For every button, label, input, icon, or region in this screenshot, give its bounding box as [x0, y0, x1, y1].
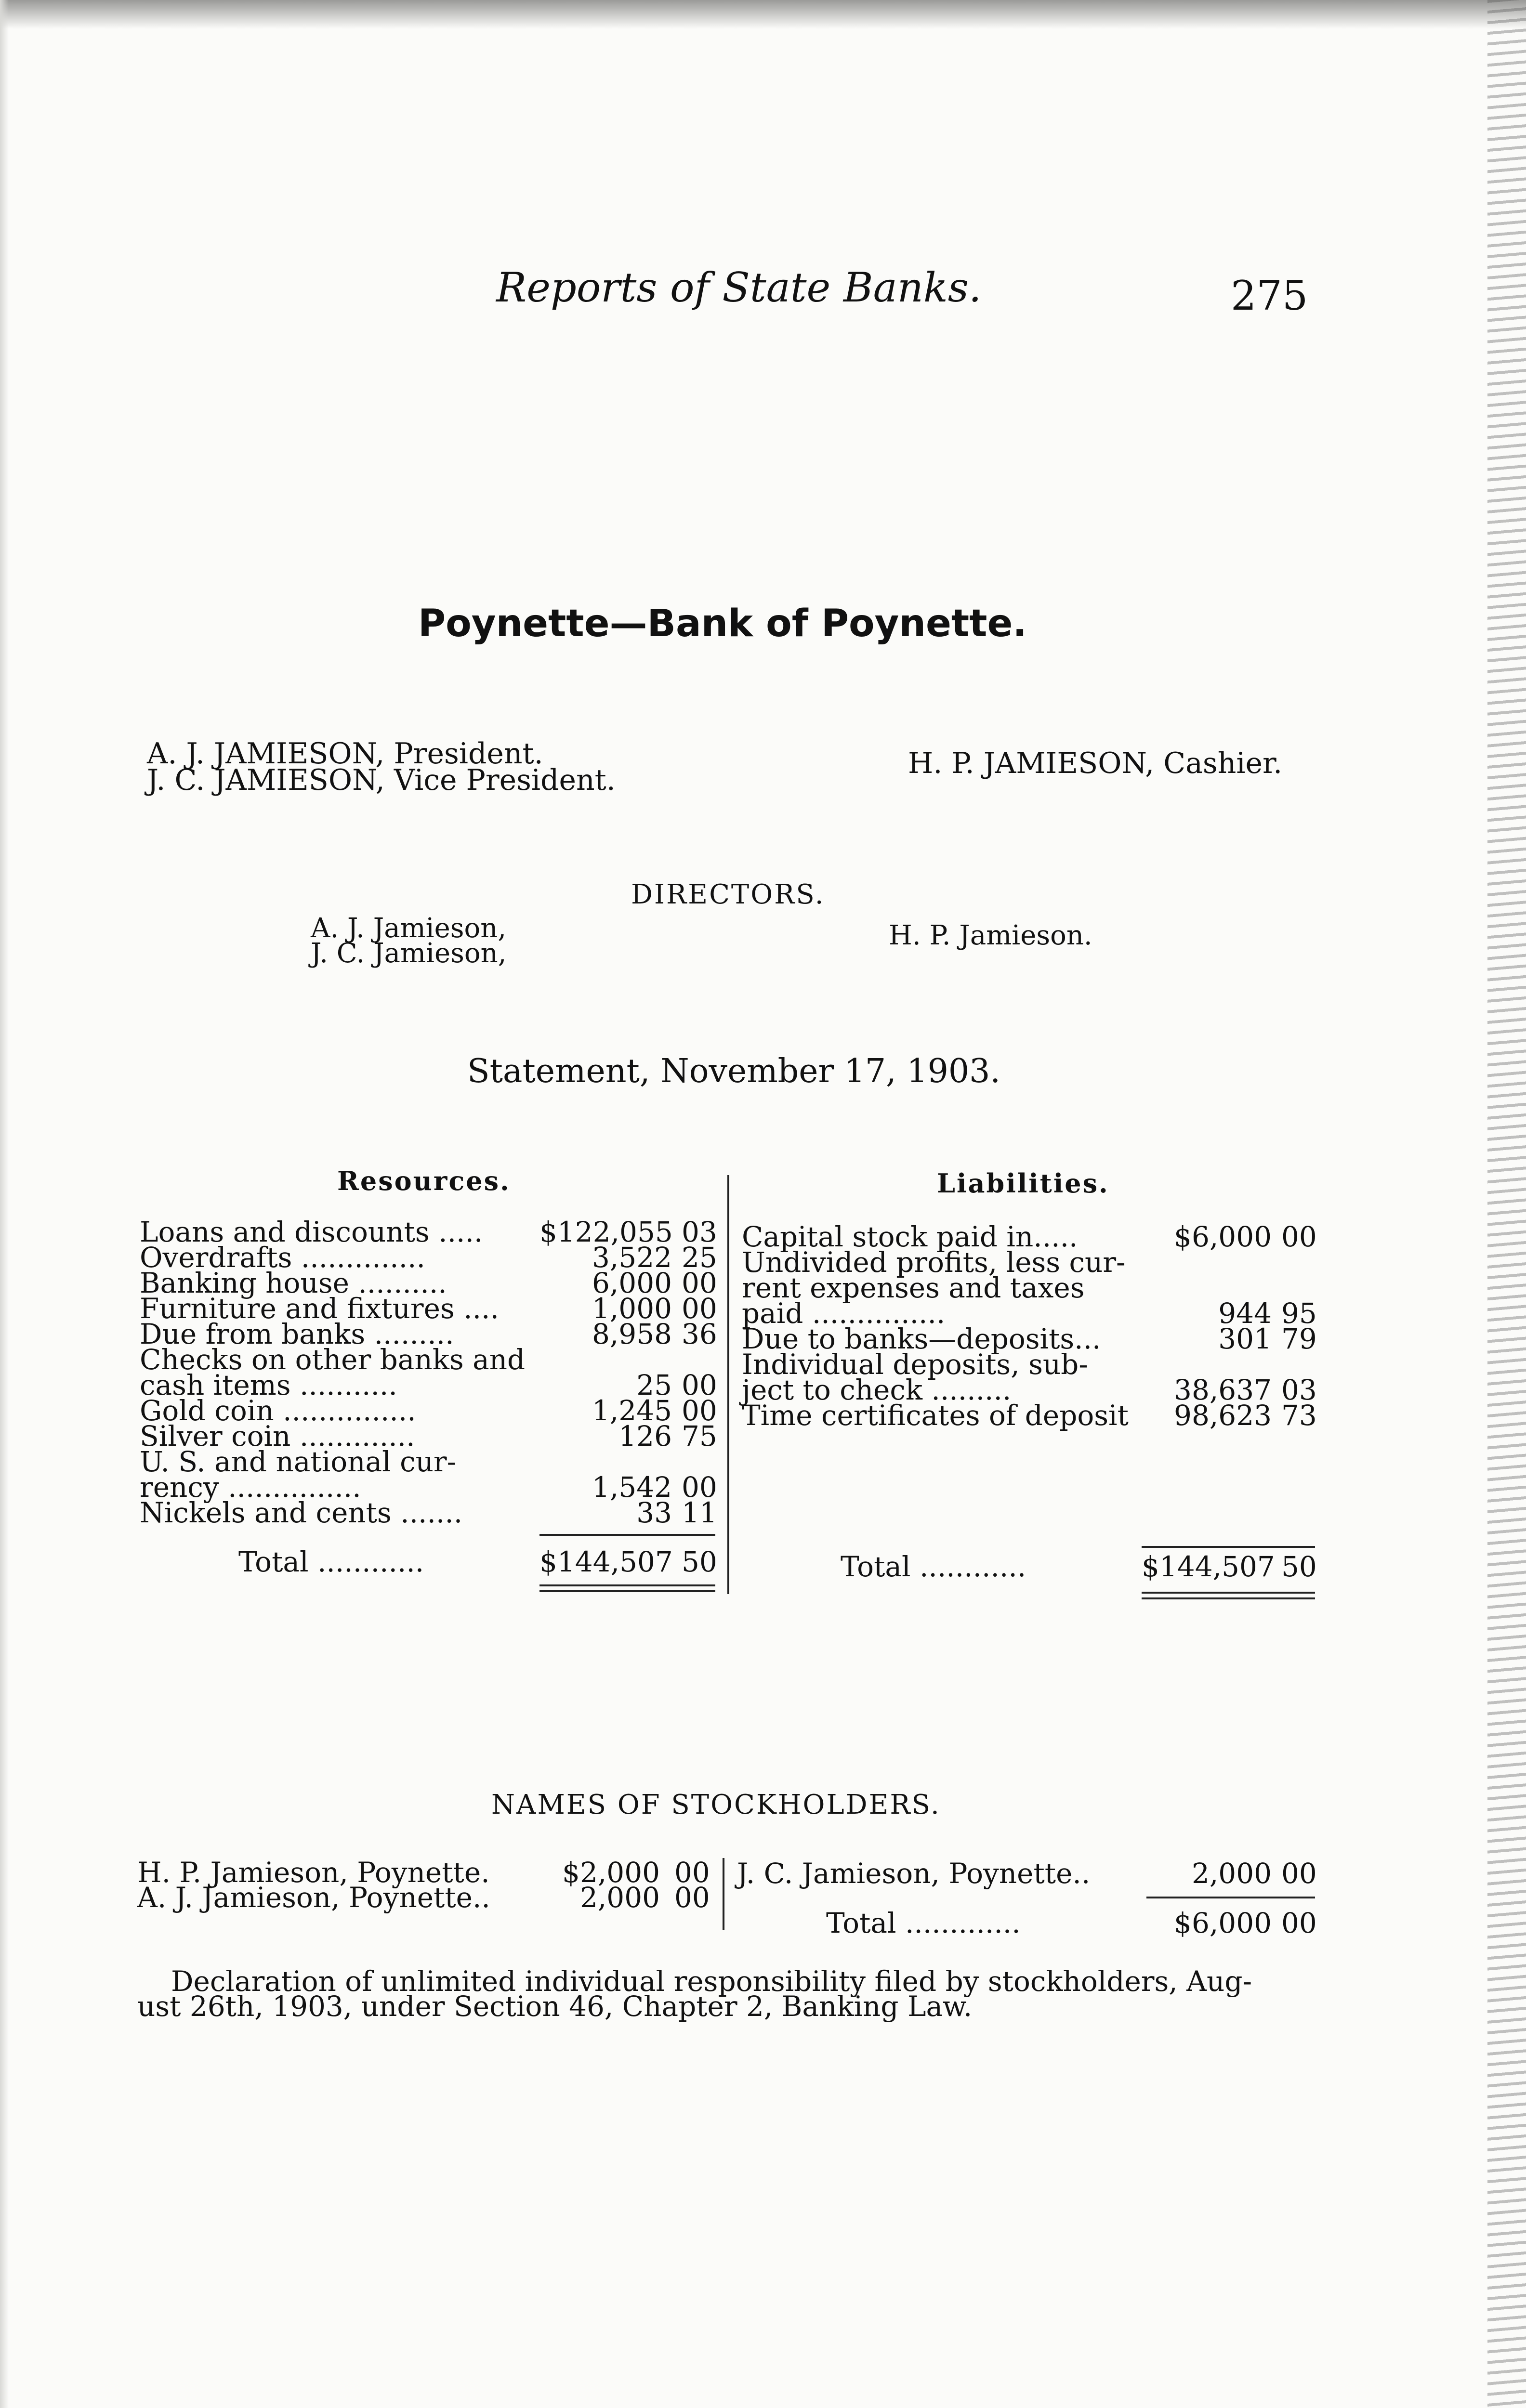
liabilities-dollars: 98,623	[1174, 1399, 1272, 1432]
liabilities-total-label: Total ............	[841, 1550, 1026, 1583]
resources-total-rule	[539, 1534, 715, 1536]
resources-double-rule	[539, 1590, 715, 1592]
stockholders-heading: NAMES OF STOCKHOLDERS.	[491, 1789, 941, 1820]
liabilities-total-dollars: $144,507	[1142, 1550, 1275, 1583]
scan-edge-left	[0, 0, 9, 2408]
resources-cents: 00	[682, 1292, 717, 1325]
resources-dollars: 1,000	[592, 1292, 672, 1325]
officer-vice-president: J. C. JAMIESON, Vice President.	[147, 763, 616, 797]
resources-cents: 11	[682, 1496, 717, 1529]
liabilities-label: ject to check .........	[742, 1374, 1012, 1406]
liabilities-label: rent expenses and taxes	[742, 1271, 1085, 1304]
resources-cents: 00	[682, 1394, 717, 1427]
resources-dollars: 25	[636, 1369, 672, 1401]
resources-cents: 25	[682, 1241, 717, 1274]
declaration-line: Declaration of unlimited individual responsibility filed by stockholders, Aug-	[171, 1965, 1252, 1998]
resources-total-cents: 50	[682, 1545, 717, 1578]
stockholder-dollars: 2,000	[579, 1881, 660, 1914]
page-number: 275	[1231, 272, 1308, 319]
stockholder-cents: 00	[674, 1856, 710, 1889]
stockholders-divider	[723, 1858, 724, 1930]
resources-dollars: 1,542	[592, 1471, 672, 1504]
stockholder-name: A. J. Jamieson, Poynette..	[137, 1881, 490, 1914]
stockholder-cents: 00	[1281, 1857, 1317, 1890]
resources-cents: 00	[682, 1369, 717, 1401]
stockholder-name: J. C. Jamieson, Poynette..	[737, 1857, 1091, 1890]
stockholders-total-cents: 00	[1281, 1907, 1317, 1939]
resources-dollars: 8,958	[592, 1318, 672, 1350]
liabilities-dollars: $6,000	[1174, 1220, 1272, 1253]
resources-cents: 00	[682, 1267, 717, 1299]
resources-cents: 03	[682, 1216, 717, 1248]
stockholders-total-rule	[1146, 1897, 1315, 1898]
officer-cashier: H. P. JAMIESON, Cashier.	[908, 746, 1283, 780]
directors-heading: DIRECTORS.	[631, 879, 825, 910]
stockholder-name: H. P. Jamieson, Poynette.	[137, 1856, 490, 1889]
liabilities-total-cents: 50	[1281, 1550, 1317, 1583]
resources-label: cash items ...........	[140, 1369, 397, 1401]
liabilities-cents: 79	[1281, 1322, 1317, 1355]
resources-label: Loans and discounts .....	[140, 1216, 483, 1248]
liabilities-cents: 00	[1281, 1220, 1317, 1253]
liabilities-dollars: 301	[1218, 1322, 1272, 1355]
liabilities-total-rule	[1142, 1546, 1315, 1548]
stockholder-dollars: 2,000	[1191, 1857, 1272, 1890]
liabilities-label: Time certificates of deposit	[742, 1399, 1129, 1432]
director-name: J. C. Jamieson,	[311, 938, 507, 969]
liabilities-double-rule	[1142, 1592, 1315, 1594]
liabilities-cents: 03	[1281, 1374, 1317, 1406]
resources-label: Nickels and cents .......	[140, 1496, 463, 1529]
resources-dollars: $122,055	[539, 1216, 673, 1248]
column-divider	[727, 1175, 729, 1594]
stockholder-cents: 00	[674, 1881, 710, 1914]
resources-total-dollars: $144,507	[539, 1545, 673, 1578]
resources-label: Furniture and fixtures ....	[140, 1292, 499, 1325]
resources-dollars: 33	[636, 1496, 672, 1529]
resources-cents: 75	[682, 1420, 717, 1453]
director-name: H. P. Jamieson.	[889, 920, 1092, 951]
resources-dollars: 1,245	[592, 1394, 672, 1427]
liabilities-dollars: 944	[1218, 1297, 1272, 1330]
officer-president: A. J. JAMIESON, President.	[147, 737, 543, 771]
resources-label: Gold coin ...............	[140, 1394, 416, 1427]
liabilities-dollars: 38,637	[1174, 1374, 1272, 1406]
liabilities-cents: 73	[1281, 1399, 1317, 1432]
scan-edge-right	[1487, 0, 1526, 2408]
liabilities-double-rule	[1142, 1597, 1315, 1599]
resources-dollars: 126	[618, 1420, 672, 1453]
resources-double-rule	[539, 1584, 715, 1586]
resources-label: U. S. and national cur-	[140, 1445, 457, 1478]
liabilities-label: Individual deposits, sub-	[742, 1348, 1088, 1381]
resources-dollars: 3,522	[592, 1241, 672, 1274]
resources-cents: 36	[682, 1318, 717, 1350]
stockholders-total-dollars: $6,000	[1174, 1907, 1272, 1939]
resources-label: Silver coin .............	[140, 1420, 415, 1453]
liabilities-heading: Liabilities.	[937, 1168, 1109, 1199]
resources-heading: Resources.	[337, 1165, 511, 1196]
resources-label: Due from banks .........	[140, 1318, 454, 1350]
stockholders-total-label: Total .............	[826, 1907, 1021, 1939]
bank-title: Poynette—Bank of Poynette.	[418, 602, 1027, 645]
resources-total-label: Total ............	[238, 1545, 424, 1578]
resources-label: Checks on other banks and	[140, 1343, 526, 1376]
stockholder-dollars: $2,000	[562, 1856, 660, 1889]
resources-dollars: 6,000	[592, 1267, 672, 1299]
resources-cents: 00	[682, 1471, 717, 1504]
running-head: Reports of State Banks.	[496, 264, 982, 311]
statement-title: Statement, November 17, 1903.	[467, 1052, 1000, 1090]
liabilities-label: Capital stock paid in.....	[742, 1220, 1078, 1253]
liabilities-cents: 95	[1281, 1297, 1317, 1330]
resources-label: Overdrafts ..............	[140, 1241, 425, 1274]
scan-edge-top	[0, 0, 1526, 29]
resources-label: Banking house ..........	[140, 1267, 447, 1299]
liabilities-label: paid ...............	[742, 1297, 946, 1330]
liabilities-label: Due to banks—deposits...	[742, 1322, 1101, 1355]
director-name: A. J. Jamieson,	[311, 913, 507, 944]
declaration-line: ust 26th, 1903, under Section 46, Chapter 2, Banking Law.	[137, 1990, 973, 2023]
liabilities-label: Undivided profits, less cur-	[742, 1246, 1126, 1279]
resources-label: rency ...............	[140, 1471, 361, 1504]
